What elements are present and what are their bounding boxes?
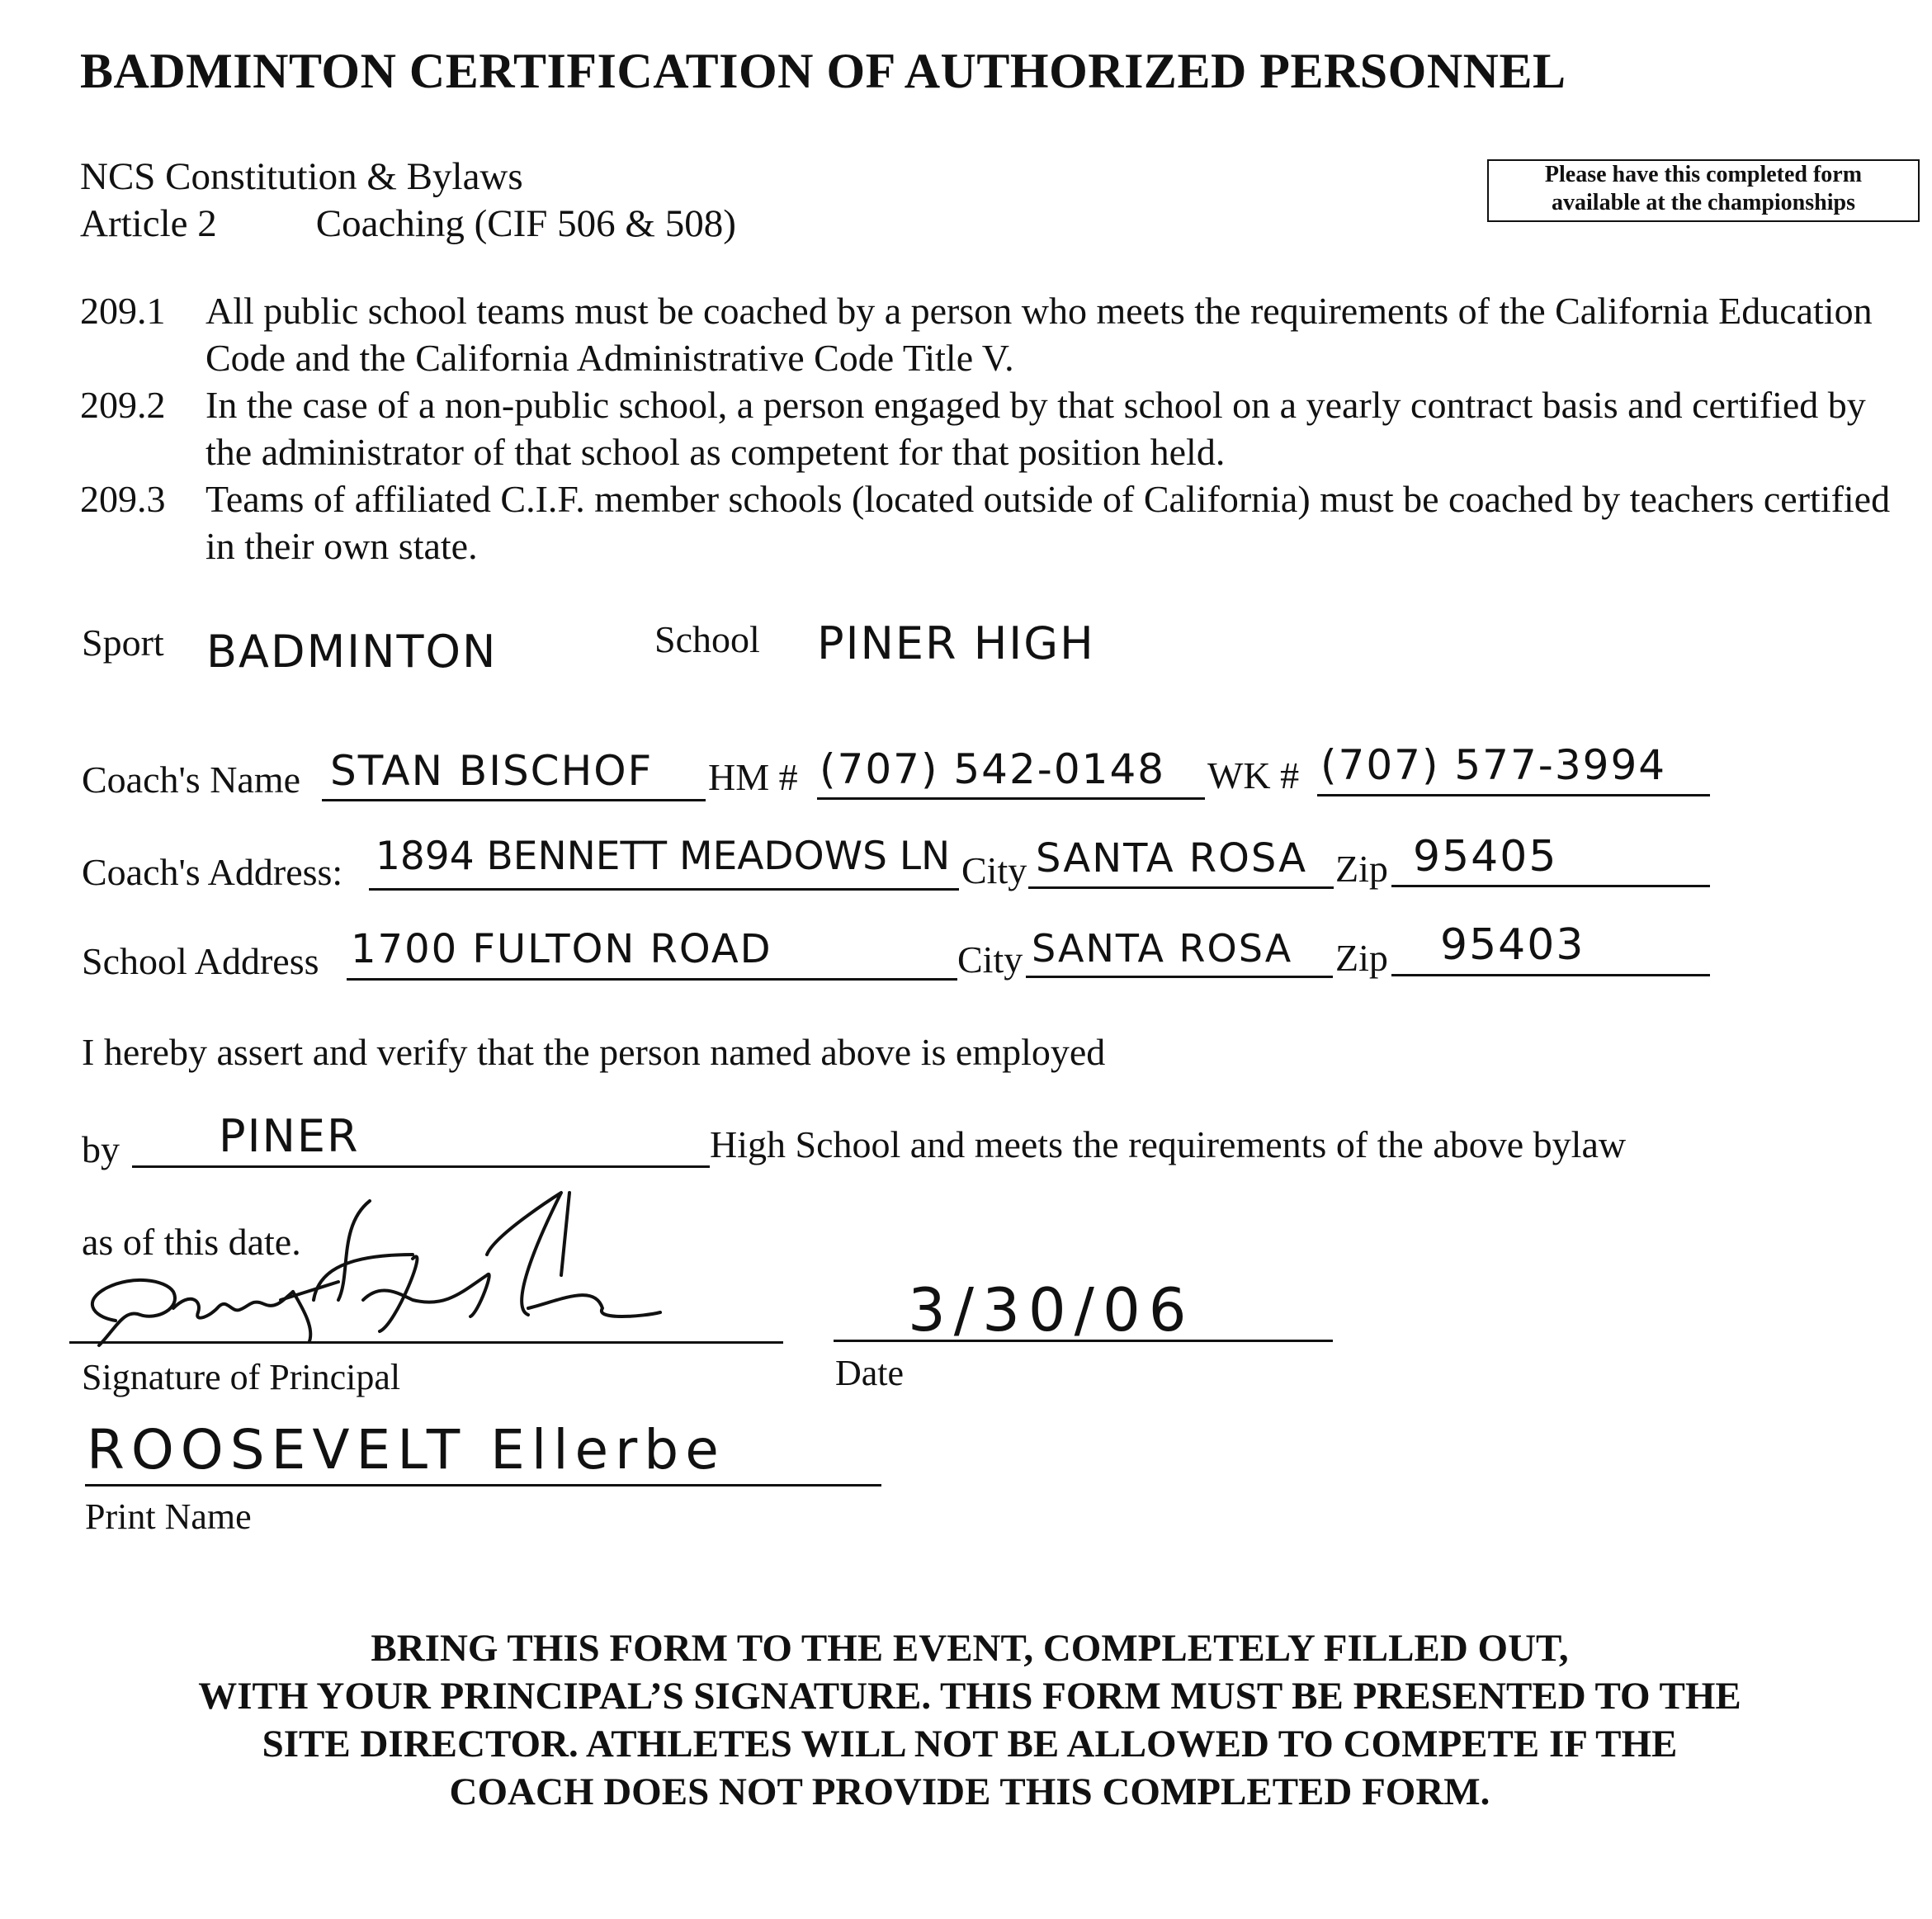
school-value[interactable]: PINER HIGH [817, 617, 1095, 669]
coach-address-value[interactable]: 1894 BENNETT MEADOWS LN [376, 834, 951, 879]
rule-text: Teams of affiliated C.I.F. member schools (located outside of California) must be coached by teachers certified in their own state. [205, 478, 1891, 567]
hm-phone-value[interactable]: (707) 542-0148 [820, 745, 1166, 793]
article-number: Article 2 [80, 202, 217, 245]
school-city-label: City [957, 938, 1023, 981]
coach-name-label: Coach's Name [82, 759, 301, 801]
bottom-notice [83, 1624, 1857, 1816]
bottom-notice-line: SITE DIRECTOR. ATHLETES WILL NOT BE ALLOWED TO COMPETE IF THE [262, 1723, 1678, 1765]
notice-box-line: available at the championships [1552, 190, 1855, 215]
assertion-line-2: High School and meets the requirements of the above bylaw [710, 1123, 1627, 1165]
employer-underline [132, 1165, 710, 1168]
school-address-value[interactable]: 1700 FULTON ROAD [351, 926, 772, 972]
bottom-notice-line: BRING THIS FORM TO THE EVENT, COMPLETELY FILLED OUT, [371, 1627, 1569, 1670]
wk-phone-label: WK # [1207, 754, 1300, 796]
coach-city-value[interactable]: SANTA ROSA [1036, 835, 1308, 882]
school-zip-underline [1391, 974, 1710, 976]
coach-zip-underline [1391, 885, 1710, 887]
school-address-label: School Address [82, 940, 319, 982]
notice-box [1487, 159, 1920, 222]
coach-city-underline [1028, 886, 1334, 889]
signature-underline [69, 1341, 783, 1344]
bylaw-rules [80, 287, 1896, 570]
rule-text: All public school teams must be coached by a person who meets the requirements of the California Education Code and the California Administrative Code Title V. [205, 290, 1873, 379]
coach-address-label: Coach's Address: [82, 851, 343, 893]
coach-address-underline [369, 888, 959, 891]
school-city-value[interactable]: SANTA ROSA [1032, 926, 1293, 971]
sport-label: Sport [82, 622, 164, 664]
notice-box-line: Please have this completed form [1544, 162, 1863, 187]
school-label: School [654, 618, 760, 660]
signature-caption: Signature of Principal [82, 1357, 401, 1397]
rule-item [80, 475, 1896, 570]
print-name-value[interactable]: ROOSEVELT Ellerbe [87, 1418, 725, 1482]
assertion-by-label: by [82, 1128, 120, 1170]
coach-name-underline [322, 799, 706, 801]
rule-text: In the case of a non-public school, a person engaged by that school on a yearly contract basis and certified by the administrator of that school as competent for that position held. [205, 384, 1866, 473]
wk-phone-underline [1317, 794, 1710, 796]
assertion-line-3: as of this date. [82, 1221, 301, 1263]
wk-phone-value[interactable]: (707) 577-3994 [1320, 741, 1667, 789]
print-name-caption: Print Name [85, 1496, 252, 1537]
rule-item [80, 381, 1896, 475]
article-subject: Coaching (CIF 506 & 508) [315, 202, 736, 245]
bylaws-line: NCS Constitution & Bylaws [80, 155, 523, 198]
bottom-notice-line: COACH DOES NOT PROVIDE THIS COMPLETED FORM. [449, 1770, 1490, 1813]
coach-name-value[interactable]: STAN BISCHOF [330, 747, 654, 795]
bylaws-reference [80, 154, 736, 248]
employer-value[interactable]: PINER [219, 1110, 360, 1162]
school-address-underline [347, 978, 957, 981]
rule-item [80, 287, 1896, 381]
school-zip-label: Zip [1335, 937, 1388, 979]
hm-phone-label: HM # [708, 756, 798, 798]
sport-value[interactable]: BADMINTON [206, 626, 498, 678]
principal-signature[interactable] [66, 1176, 792, 1366]
assertion-line-1: I hereby assert and verify that the person named above is employed [82, 1031, 1106, 1073]
rule-number: 209.1 [80, 290, 166, 332]
school-city-underline [1026, 976, 1333, 978]
coach-zip-label: Zip [1335, 848, 1388, 890]
bottom-notice-line: WITH YOUR PRINCIPAL’S SIGNATURE. THIS FORM MUST BE PRESENTED TO THE [198, 1675, 1741, 1718]
rule-number: 209.2 [80, 384, 166, 426]
coach-city-label: City [961, 849, 1027, 891]
print-name-underline [85, 1484, 881, 1487]
date-value[interactable]: 3/30/06 [908, 1275, 1195, 1345]
rule-number: 209.3 [80, 478, 166, 520]
date-caption: Date [835, 1353, 905, 1393]
hm-phone-underline [817, 797, 1205, 800]
article-line [80, 201, 736, 248]
school-zip-value[interactable]: 95403 [1440, 920, 1585, 970]
coach-zip-value[interactable]: 95405 [1413, 832, 1558, 882]
page-title: BADMINTON CERTIFICATION OF AUTHORIZED PERSONNEL [80, 44, 1566, 98]
